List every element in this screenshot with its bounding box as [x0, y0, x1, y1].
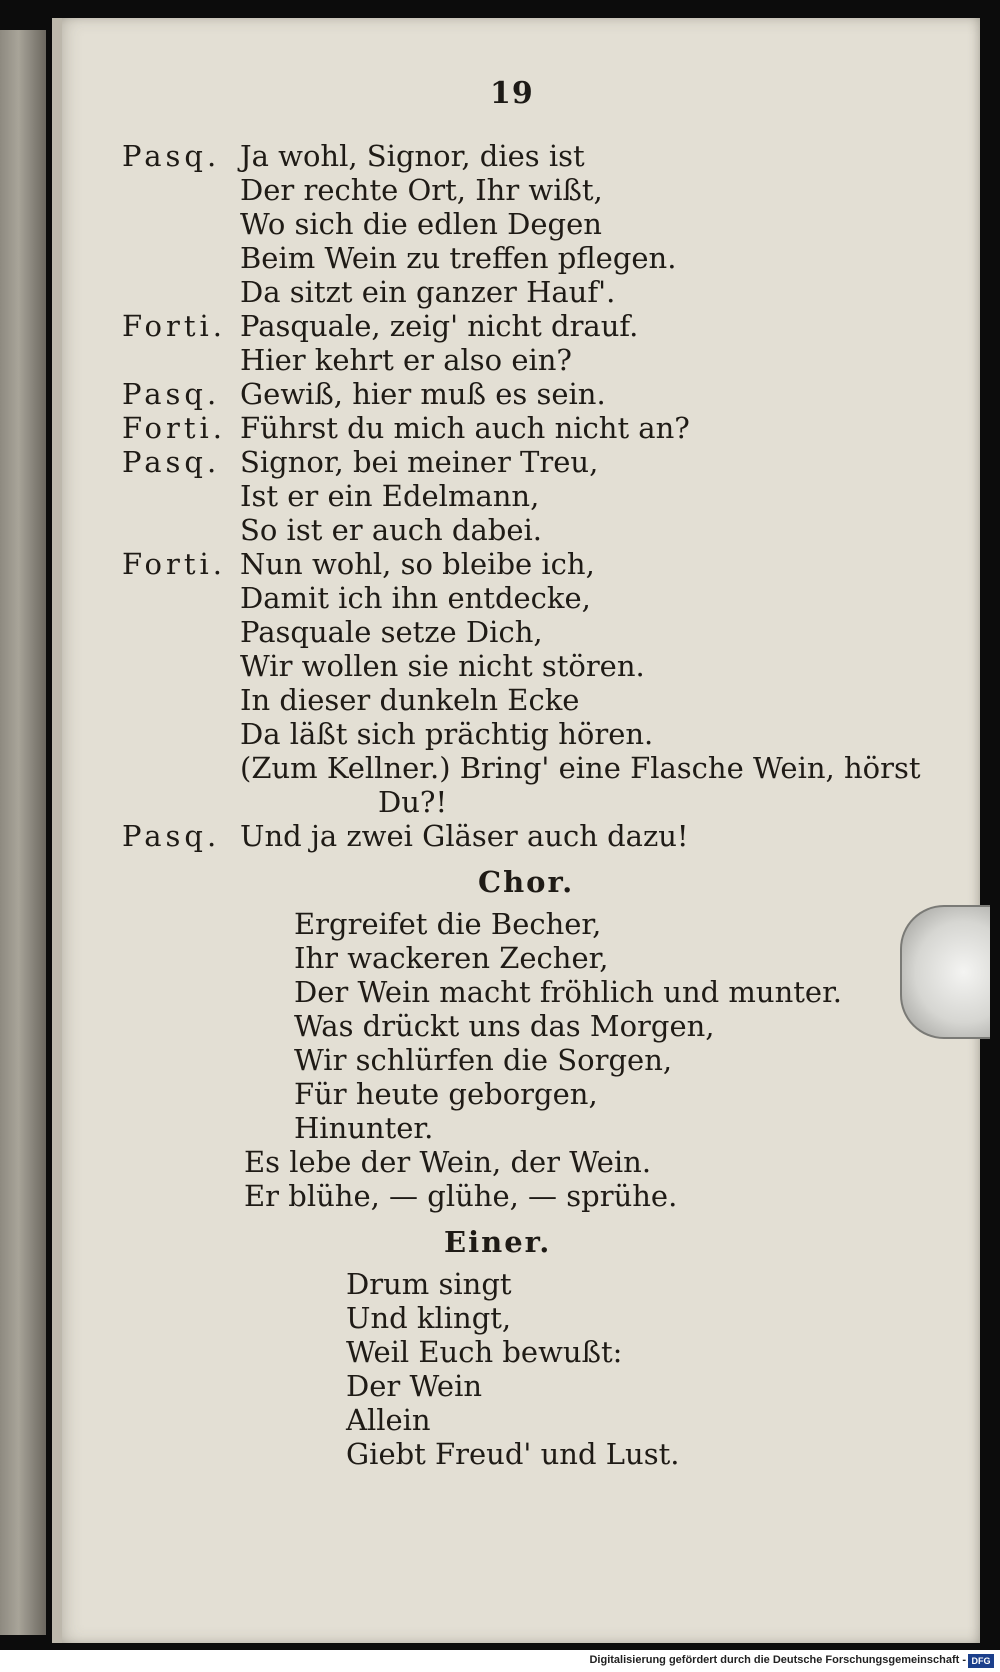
chorus-line: Der Wein macht fröhlich und munter. [294, 975, 842, 1009]
verse-line: Der rechte Ort, Ihr wißt, [240, 173, 603, 207]
verse-line: Da läßt sich prächtig hören. [240, 717, 654, 751]
dfg-logo-icon: DFG [968, 1654, 994, 1668]
verse-line: Pasquale setze Dich, [240, 615, 543, 649]
chorus-line: Er blühe, — glühe, — sprühe. [244, 1179, 678, 1213]
solo-line: Allein [346, 1403, 431, 1437]
stage-direction-line: (Zum Kellner.) Bring' eine Flasche Wein, hörst [240, 751, 921, 785]
chorus-line: Was drückt uns das Morgen, [294, 1009, 715, 1043]
verse-line: Ist er ein Edelmann, [240, 479, 540, 513]
speaker-label: Forti. [122, 411, 227, 445]
speaker-label: Pasq. [122, 445, 221, 479]
solo-line: Giebt Freud' und Lust. [346, 1437, 680, 1471]
verse-line: Hier kehrt er also ein? [240, 343, 572, 377]
verse-line: Ja wohl, Signor, dies ist [240, 139, 585, 173]
verse-line: Wo sich die edlen Degen [240, 207, 602, 241]
verse-line: Wir wollen sie nicht stören. [240, 649, 645, 683]
verse-line: Und ja zwei Gläser auch dazu! [240, 819, 689, 853]
verse-line: Beim Wein zu treffen pflegen. [240, 241, 677, 275]
verse-line: Du?! [378, 785, 448, 819]
chorus-line: Hinunter. [294, 1111, 434, 1145]
chorus-line: Wir schlürfen die Sorgen, [294, 1043, 673, 1077]
verse-line: Signor, bei meiner Treu, [240, 445, 599, 479]
page-number: 19 [490, 76, 534, 111]
solo-line: Drum singt [346, 1267, 512, 1301]
verse-line: Nun wohl, so bleibe ich, [240, 547, 595, 581]
previous-page-edge [0, 30, 46, 1635]
verse-line: Gewiß, hier muß es sein. [240, 377, 606, 411]
page-gutter [52, 18, 62, 1643]
speaker-label: Pasq. [122, 377, 221, 411]
speaker-label: Pasq. [122, 819, 221, 853]
verse-line: Führst du mich auch nicht an? [240, 411, 690, 445]
verse-line: Damit ich ihn entdecke, [240, 581, 591, 615]
speaker-label: Forti. [122, 547, 227, 581]
verse-line: So ist er auch dabei. [240, 513, 542, 547]
verse-line: In dieser dunkeln Ecke [240, 683, 580, 717]
chorus-line: Für heute geborgen, [294, 1077, 598, 1111]
chorus-heading: Chor. [478, 865, 575, 899]
speaker-label: Pasq. [122, 139, 221, 173]
solo-heading: Einer. [444, 1225, 552, 1259]
chorus-line: Es lebe der Wein, der Wein. [244, 1145, 652, 1179]
solo-line: Weil Euch bewußt: [346, 1335, 623, 1369]
chorus-line: Ergreifet die Becher, [294, 907, 602, 941]
verse-line: Da sitzt ein ganzer Hauf'. [240, 275, 616, 309]
page-clip-icon [900, 905, 990, 1039]
funding-credit: Digitalisierung gefördert durch die Deutsche Forschungsgemeinschaft - [589, 1654, 966, 1666]
solo-line: Der Wein [346, 1369, 483, 1403]
verse-line: Pasquale, zeig' nicht drauf. [240, 309, 639, 343]
speaker-label: Forti. [122, 309, 227, 343]
chorus-line: Ihr wackeren Zecher, [294, 941, 609, 975]
footer-bar [0, 1650, 1000, 1672]
solo-line: Und klingt, [346, 1301, 512, 1335]
